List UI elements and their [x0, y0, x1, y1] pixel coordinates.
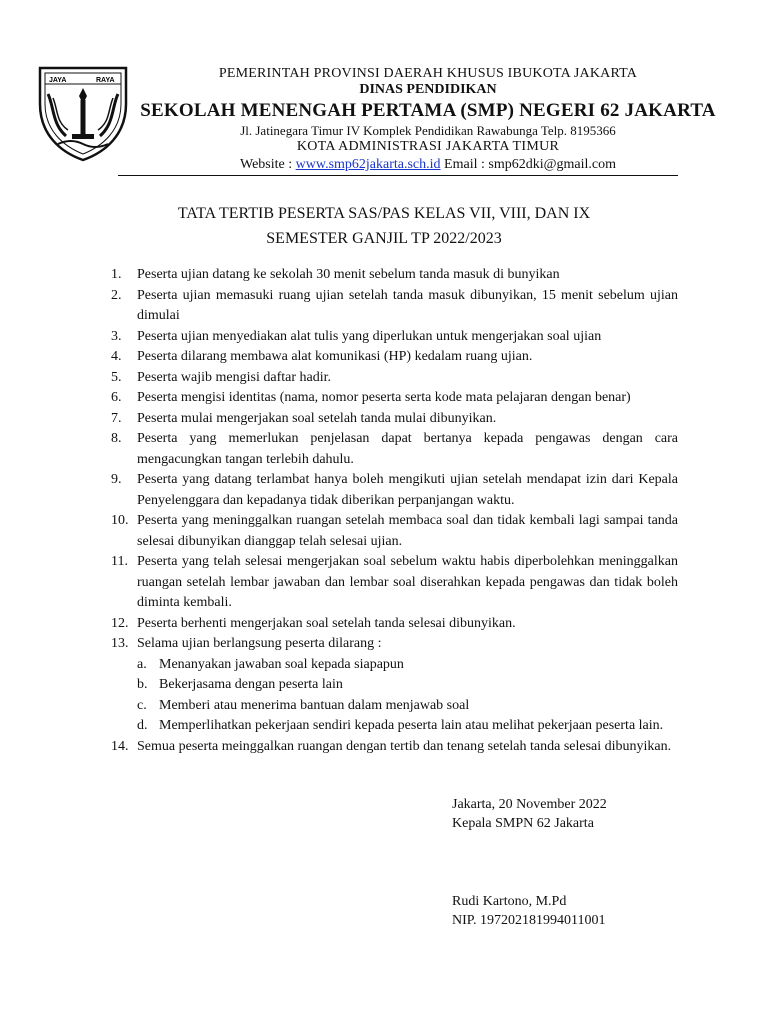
- rule-subitem: [137, 675, 678, 696]
- rule-number: 6.: [111, 390, 122, 405]
- rule-subitem: [137, 696, 678, 717]
- signature-place-date: Jakarta, 20 November 2022: [452, 797, 607, 812]
- government-line: PEMERINTAH PROVINSI DAERAH KHUSUS IBUKOTA JAKARTA: [218, 66, 638, 81]
- rule-number: 4.: [111, 349, 122, 364]
- rule-text: Semua peserta meinggalkan ruangan dengan tertib dan tenang setelah tanda selesai dibunyikan.: [137, 738, 672, 754]
- rule-item: [108, 409, 678, 430]
- rule-text: Peserta mengisi identitas (nama, nomor peserta serta kode mata pelajaran dengan benar): [137, 390, 631, 405]
- rule-number: 1.: [111, 267, 122, 282]
- rule-item: [108, 614, 678, 635]
- document-subtitle: SEMESTER GANJIL TP 2022/2023: [266, 230, 502, 247]
- signature-role: Kepala SMPN 62 Jakarta: [452, 816, 594, 831]
- email-label: Email :: [440, 157, 489, 172]
- rule-number: 11.: [111, 554, 128, 569]
- rule-item: [108, 429, 678, 470]
- email-address: smp62dki@gmail.com: [488, 157, 616, 172]
- subitem-text: Menanyakan jawaban soal kepada siapapun: [159, 656, 404, 672]
- rule-item: [108, 470, 678, 511]
- school-name: SEKOLAH MENENGAH PERTAMA (SMP) NEGERI 62 JAKARTA: [140, 100, 716, 121]
- rule-number: 5.: [111, 369, 122, 385]
- rule-item: [108, 327, 678, 348]
- rule-subitem: [137, 655, 678, 676]
- rule-text: Peserta yang telah selesai mengerjakan soal sebelum waktu habis diperbolehkan meninggalkan ruangan setelah lembar jawaban dan lembar soal diserahkan kepada pengawas dan tidak boleh diminta kembali.: [137, 554, 678, 610]
- header-divider: [118, 175, 678, 176]
- contact-line: [110, 157, 746, 173]
- rule-item: [108, 368, 678, 389]
- rule-item: [108, 265, 678, 286]
- website-label: Website :: [240, 157, 296, 172]
- city-line: KOTA ADMINISTRASI JAKARTA TIMUR: [296, 139, 560, 154]
- rule-number: 9.: [111, 472, 122, 487]
- rule-number: 12.: [111, 615, 129, 631]
- rule-item: [108, 388, 678, 409]
- rule-text: Peserta ujian memasuki ruang ujian setelah tanda masuk dibunyikan, 15 menit sebelum ujian dimulai: [137, 287, 678, 323]
- subitem-text: Memberi atau menerima bantuan dalam menjawab soal: [159, 697, 470, 713]
- rule-text: Peserta mulai mengerjakan soal setelah tanda mulai dibunyikan.: [137, 410, 497, 426]
- rule-item: [108, 634, 678, 737]
- school-address: Jl. Jatinegara Timur IV Komplek Pendidikan Rawabunga Telp. 8195366: [240, 123, 616, 138]
- rule-text: Peserta ujian datang ke sekolah 30 menit sebelum tanda masuk di bunyikan: [137, 267, 560, 282]
- rule-item: [108, 347, 678, 368]
- document-title: TATA TERTIB PESERTA SAS/PAS KELAS VII, VIII, DAN IX: [177, 205, 591, 222]
- subitem-text: Memperlihatkan pekerjaan sendiri kepada peserta lain atau melihat pekerjaan peserta lain.: [159, 718, 664, 733]
- logo-label-left: JAYA: [49, 77, 67, 84]
- subitem-text: Bekerjasama dengan peserta lain: [159, 677, 343, 692]
- rule-text: Peserta wajib mengisi daftar hadir.: [137, 369, 331, 385]
- rule-item: [108, 737, 678, 758]
- rule-number: 13.: [111, 636, 129, 651]
- rule-number: 2.: [111, 287, 122, 303]
- rule-text: Peserta berhenti mengerjakan soal setelah tanda selesai dibunyikan.: [137, 615, 516, 631]
- subitem-letter: d.: [137, 718, 148, 733]
- subitem-letter: b.: [137, 677, 148, 692]
- subitem-letter: c.: [137, 697, 147, 713]
- rule-number: 3.: [111, 328, 122, 344]
- rule-text: Peserta yang memerlukan penjelasan dapat bertanya kepada pengawas dengan cara mengacungkan tangan terlebih dahulu.: [137, 431, 678, 467]
- rule-text: Peserta dilarang membawa alat komunikasi (HP) kedalam ruang ujian.: [137, 349, 533, 364]
- rule-number: 8.: [111, 431, 122, 446]
- rule-number: 14.: [111, 738, 129, 754]
- logo-label-right: RAYA: [96, 77, 115, 84]
- subitem-letter: a.: [137, 656, 147, 672]
- rule-item: [108, 552, 678, 614]
- website-link[interactable]: www.smp62jakarta.sch.id: [295, 157, 441, 172]
- rule-text: Peserta yang datang terlambat hanya boleh mengikuti ujian setelah mendapat izin dari Kepala Penyelenggara dan kepadanya tidak diberikan perpanjangan waktu.: [137, 472, 678, 508]
- rule-subitem: [137, 716, 678, 737]
- rule-sublist: [137, 655, 678, 737]
- signatory-name: Rudi Kartono, M.Pd: [452, 894, 567, 909]
- rule-text: Peserta ujian menyediakan alat tulis yang diperlukan untuk mengerjakan soal ujian: [137, 328, 602, 344]
- rule-item: [108, 286, 678, 327]
- rule-text: Peserta yang meninggalkan ruangan setelah membaca soal dan tidak kembali lagi sampai tanda selesai dibunyikan dianggap telah selesai ujian.: [137, 513, 678, 549]
- rule-number: 10.: [111, 513, 129, 528]
- rule-item: [108, 511, 678, 552]
- department-line: DINAS PENDIDIKAN: [359, 82, 497, 97]
- rule-text: Selama ujian berlangsung peserta dilarang :: [137, 636, 382, 651]
- rules-list: [108, 265, 678, 757]
- signatory-nip: NIP. 197202181994011001: [452, 913, 606, 928]
- rule-number: 7.: [111, 410, 122, 426]
